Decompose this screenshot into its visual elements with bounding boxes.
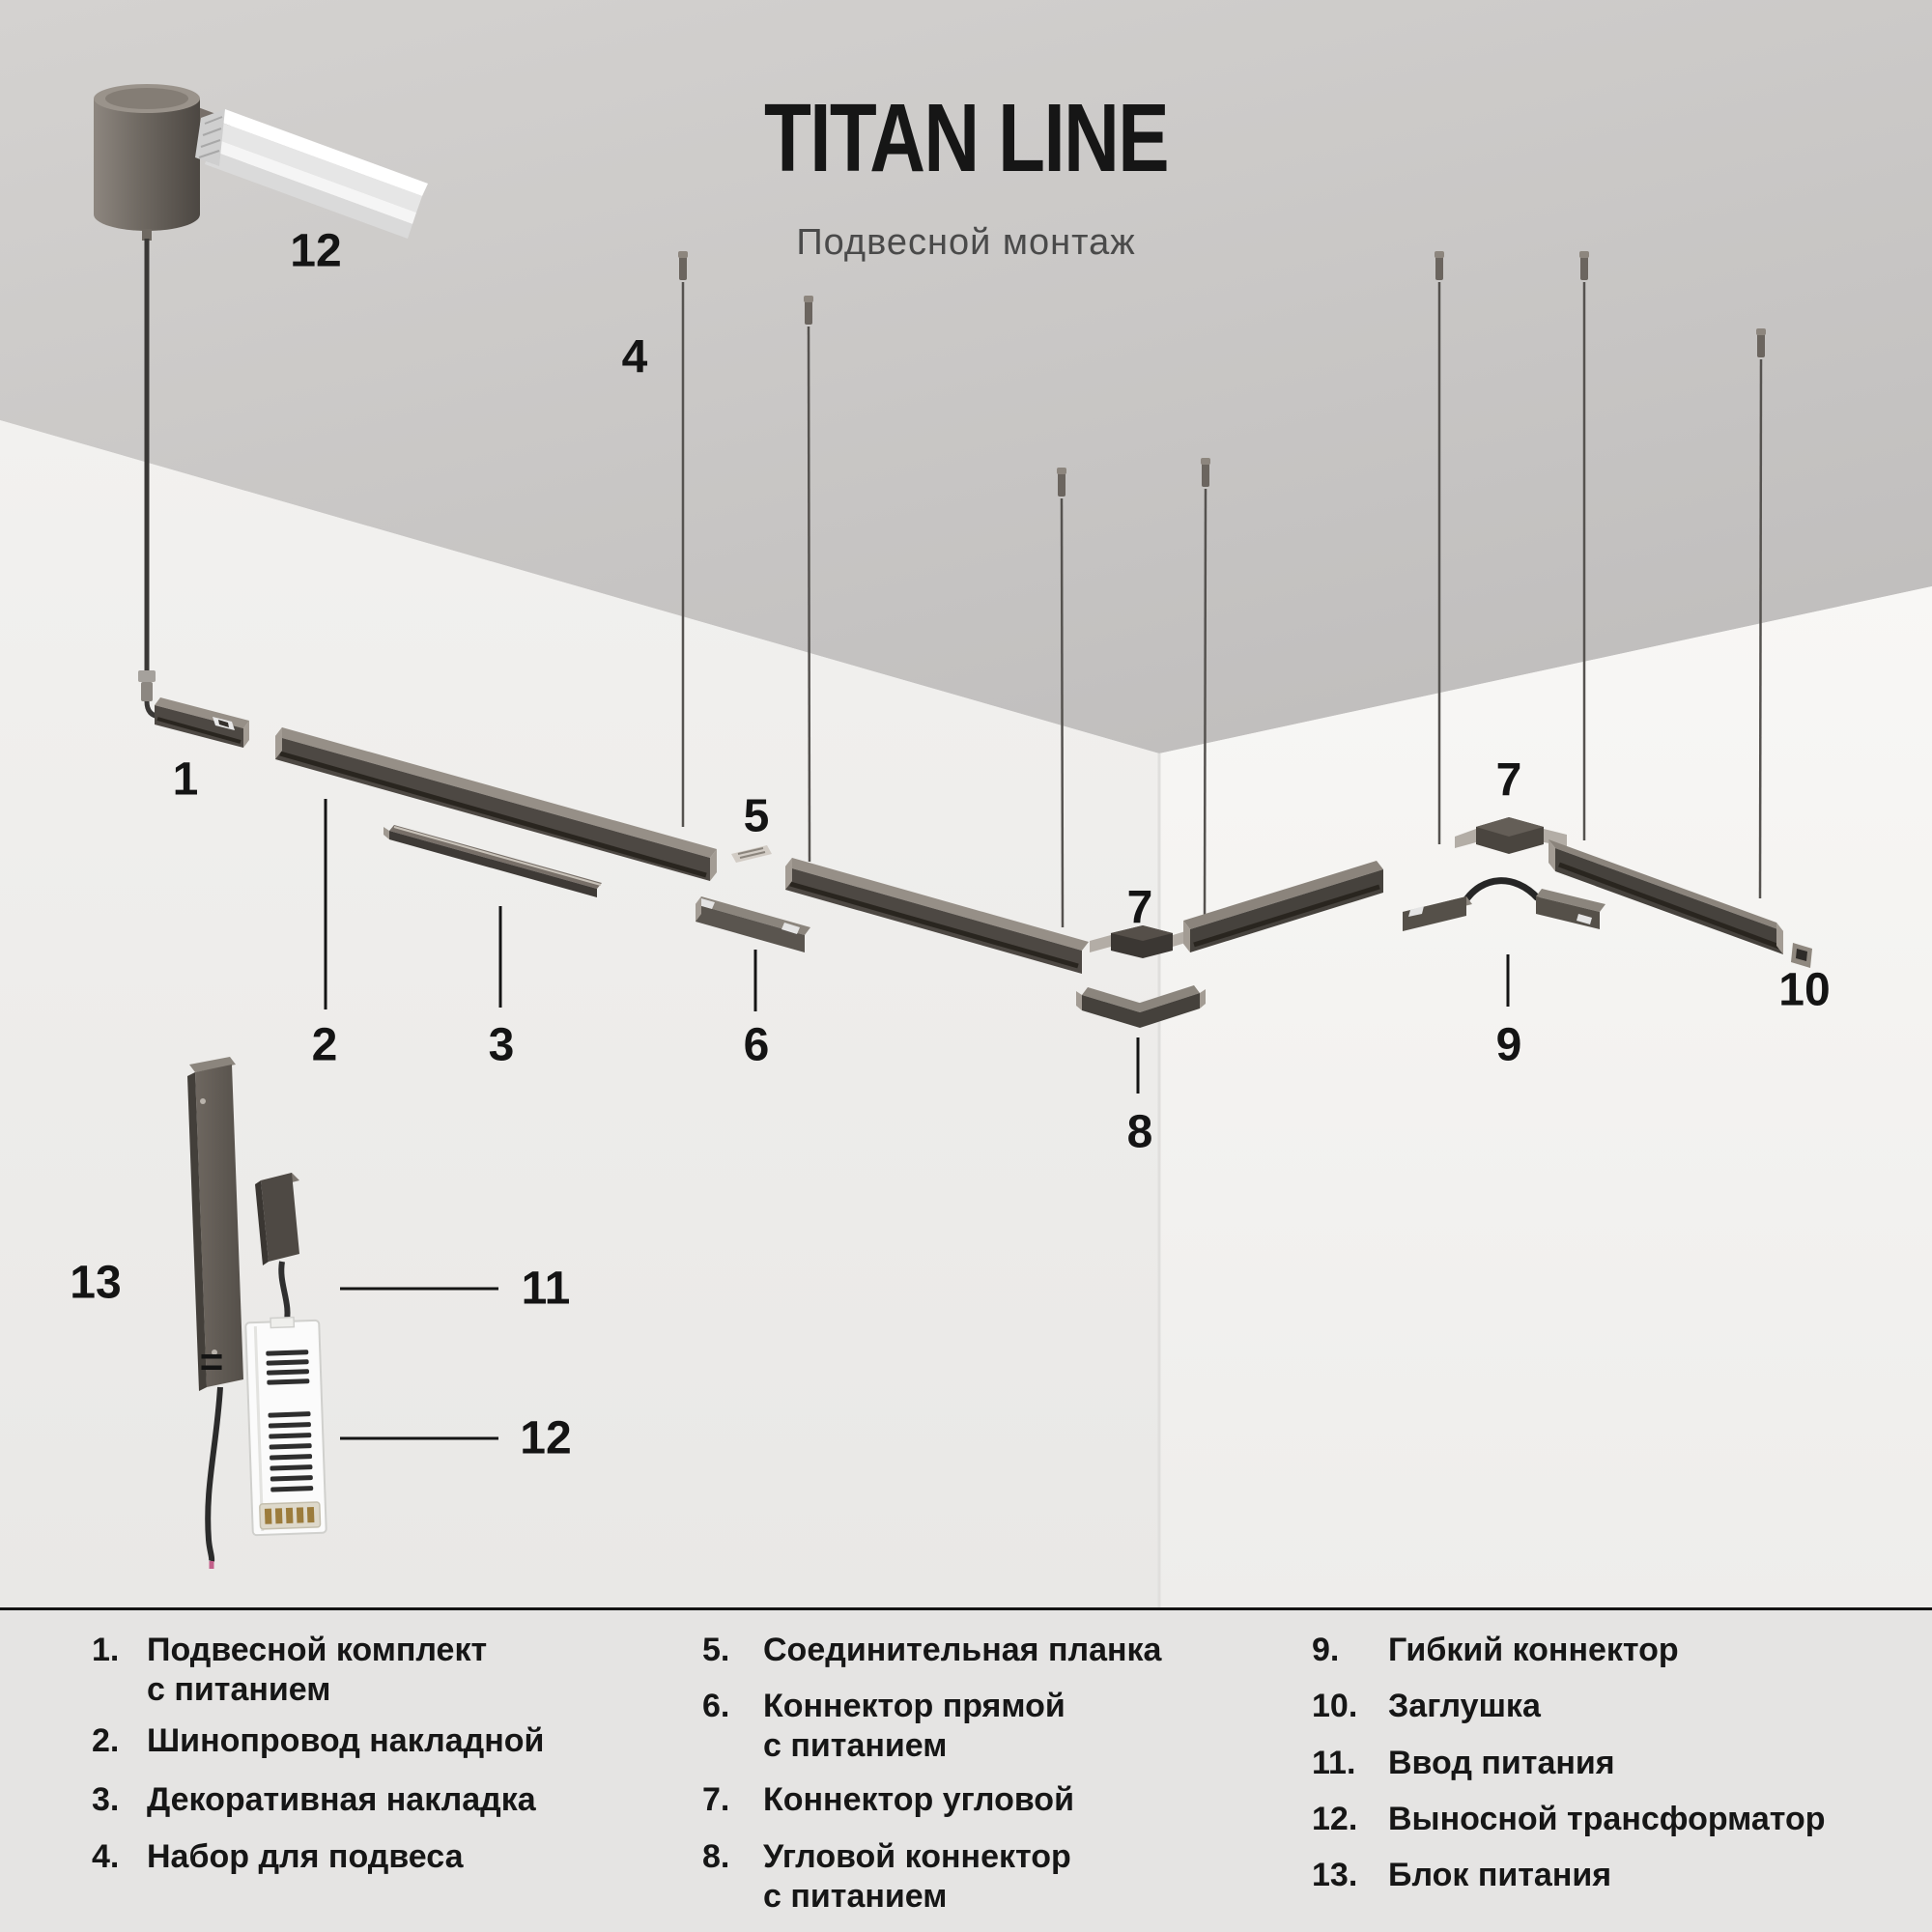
legend-num: 3.: [92, 1781, 120, 1818]
legend-num: 11.: [1312, 1745, 1356, 1781]
callout-transformer-top: 12: [290, 225, 342, 277]
legend-item-11: 11. Ввод питания: [1312, 1745, 1615, 1781]
legend-item-10: 10. Заглушка: [1312, 1688, 1541, 1724]
callout-power-input: 11: [521, 1263, 571, 1315]
callout-corner-connector-right: 7: [1495, 754, 1522, 807]
legend-num: 10.: [1312, 1688, 1358, 1724]
callout-corner-connector-inner: 7: [1126, 882, 1153, 934]
callout-transformer-bottom: 12: [520, 1412, 572, 1464]
callout-suspension-kit: 1: [172, 753, 199, 806]
callout-end-cap: 10: [1778, 964, 1831, 1016]
transformer-unit: [245, 1317, 327, 1536]
right-wall: [1159, 586, 1932, 1610]
legend-num: 8.: [702, 1838, 730, 1875]
legend-item-2: 2. Шинопровод накладной: [92, 1722, 545, 1759]
legend: [0, 1610, 1932, 1932]
legend-num: 7.: [702, 1781, 730, 1818]
callout-track: 2: [311, 1019, 338, 1071]
legend-item-4: 4. Набор для подвеса: [92, 1838, 464, 1875]
legend-item-7: 7. Коннектор угловой: [702, 1781, 1074, 1818]
legend-item-12: 12. Выносной трансформатор: [1312, 1801, 1826, 1837]
callout-decorative-cover: 3: [488, 1019, 515, 1071]
legend-item-6: 6. Коннектор прямой с питанием: [702, 1688, 1065, 1764]
legend-num: 2.: [92, 1722, 120, 1759]
legend-num: 12.: [1312, 1801, 1358, 1837]
legend-item-8: 8. Угловой коннектор с питанием: [702, 1838, 1071, 1915]
legend-num: 4.: [92, 1838, 120, 1875]
legend-item-3: 3. Декоративная накладка: [92, 1781, 536, 1818]
legend-item-5: 5. Соединительная планка: [702, 1632, 1162, 1668]
page-title: TITAN LINE: [763, 84, 1169, 192]
legend-num: 5.: [702, 1632, 730, 1668]
legend-num: 1.: [92, 1632, 120, 1668]
page-subtitle: Подвесной монтаж: [796, 222, 1136, 263]
legend-item-9: 9. Гибкий коннектор: [1312, 1632, 1679, 1668]
legend-item-1: 1. Подвесной комплект с питанием: [92, 1632, 488, 1708]
callout-corner-power: 8: [1126, 1106, 1153, 1158]
callout-straight-connector: 6: [743, 1019, 770, 1071]
legend-num: 9.: [1312, 1632, 1340, 1668]
callout-flexible-connector: 9: [1495, 1019, 1522, 1071]
callout-power-supply: 13: [70, 1257, 122, 1309]
legend-num: 13.: [1312, 1857, 1358, 1893]
callout-connecting-plate: 5: [743, 790, 770, 842]
legend-num: 6.: [702, 1688, 730, 1724]
equals-sign: =: [199, 1339, 224, 1384]
callout-suspension-set: 4: [621, 331, 648, 384]
legend-item-13: 13. Блок питания: [1312, 1857, 1612, 1893]
